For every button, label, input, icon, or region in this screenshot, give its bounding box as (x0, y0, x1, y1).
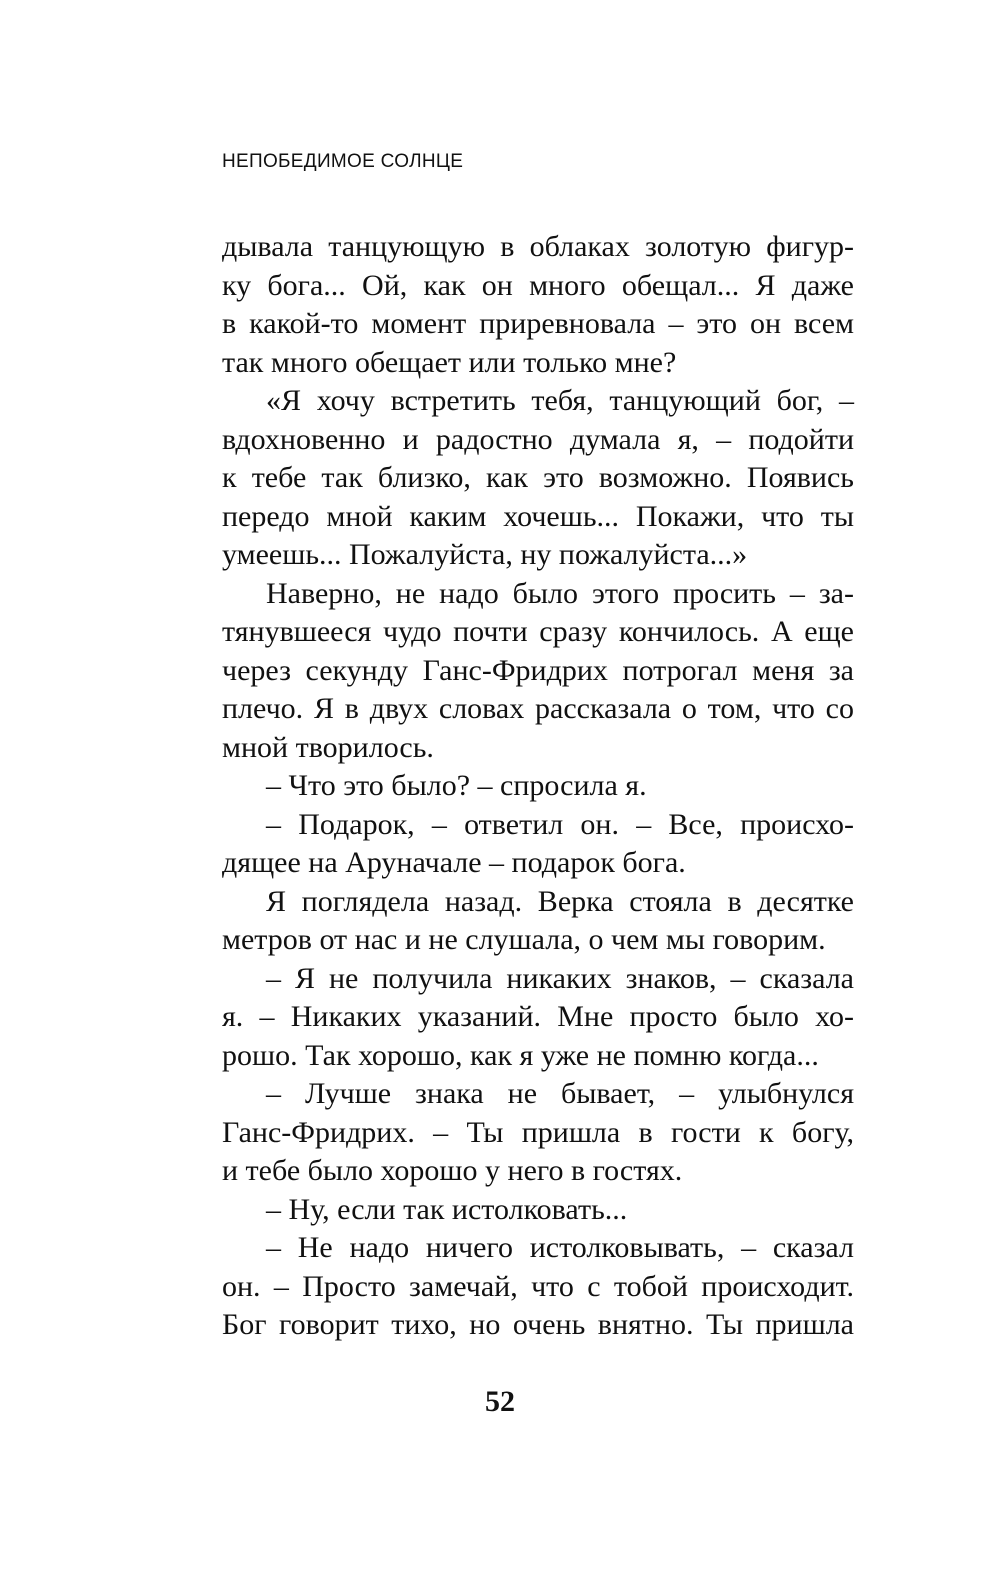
text-line: – Что это было? – спросила я. (266, 769, 647, 802)
text-line: дящее на Аруначале – подарок бога. (222, 846, 686, 879)
text-line: – Подарок, – ответил он. – Все, происхо- (266, 807, 854, 841)
text-line: Наверно, не надо было этого просить – за- (266, 576, 854, 610)
text-line: плечо. Я в двух словах рассказала о том, что со (222, 692, 854, 725)
text-line: в какой-то момент приревновала – это он всем (222, 307, 854, 340)
text-line: «Я хочу встретить тебя, танцующий бог, – (266, 384, 854, 417)
text-line: – Лучше знака не бывает, – улыбнулся (266, 1077, 854, 1110)
text-line: метров от нас и не слушала, о чем мы говорим. (222, 923, 826, 956)
text-line: Я поглядела назад. Верка стояла в десятке (266, 884, 854, 918)
text-line: Бог говорит тихо, но очень внятно. Ты пришла (222, 1308, 854, 1341)
text-line: к тебе так близко, как это возможно. Появись (222, 461, 854, 494)
text-line: передо мной каким хочешь... Покажи, что ты (222, 499, 854, 533)
text-line: мной творилось. (222, 730, 434, 764)
text-line: дывала танцующую в облаках золотую фигур- (222, 230, 854, 263)
text-line: – Не надо ничего истолковывать, – сказал (266, 1231, 854, 1264)
text-line: Ганс-Фридрих. – Ты пришла в гости к богу, (222, 1115, 854, 1149)
text-line: вдохновенно и радостно думала я, – подойти (222, 422, 854, 456)
page-number: 52 (485, 1385, 515, 1418)
text-line: – Ну, если так истолковать... (266, 1192, 628, 1226)
running-head: НЕПОБЕДИМОЕ СОЛНЦЕ (222, 151, 464, 172)
text-line: через секунду Ганс-Фридрих потрогал меня за (222, 653, 854, 687)
text-line: и тебе было хорошо у него в гостях. (222, 1154, 683, 1187)
text-line: я. – Никаких указаний. Мне просто было хо- (222, 1000, 854, 1033)
text-line: рошо. Так хорошо, как я уже не помню когда... (222, 1038, 819, 1072)
text-line: он. – Просто замечай, что с тобой происходит. (222, 1269, 854, 1303)
text-line: – Я не получила никаких знаков, – сказала (266, 961, 854, 995)
text-line: тянувшееся чудо почти сразу кончилось. А еще (222, 615, 854, 648)
text-line: так много обещает или только мне? (222, 345, 677, 379)
text-line: ку бога... Ой, как он много обещал... Я даже (222, 268, 854, 302)
body-text (222, 228, 854, 1345)
text-line: умеешь... Пожалуйста, ну пожалуйста...» (222, 538, 748, 571)
